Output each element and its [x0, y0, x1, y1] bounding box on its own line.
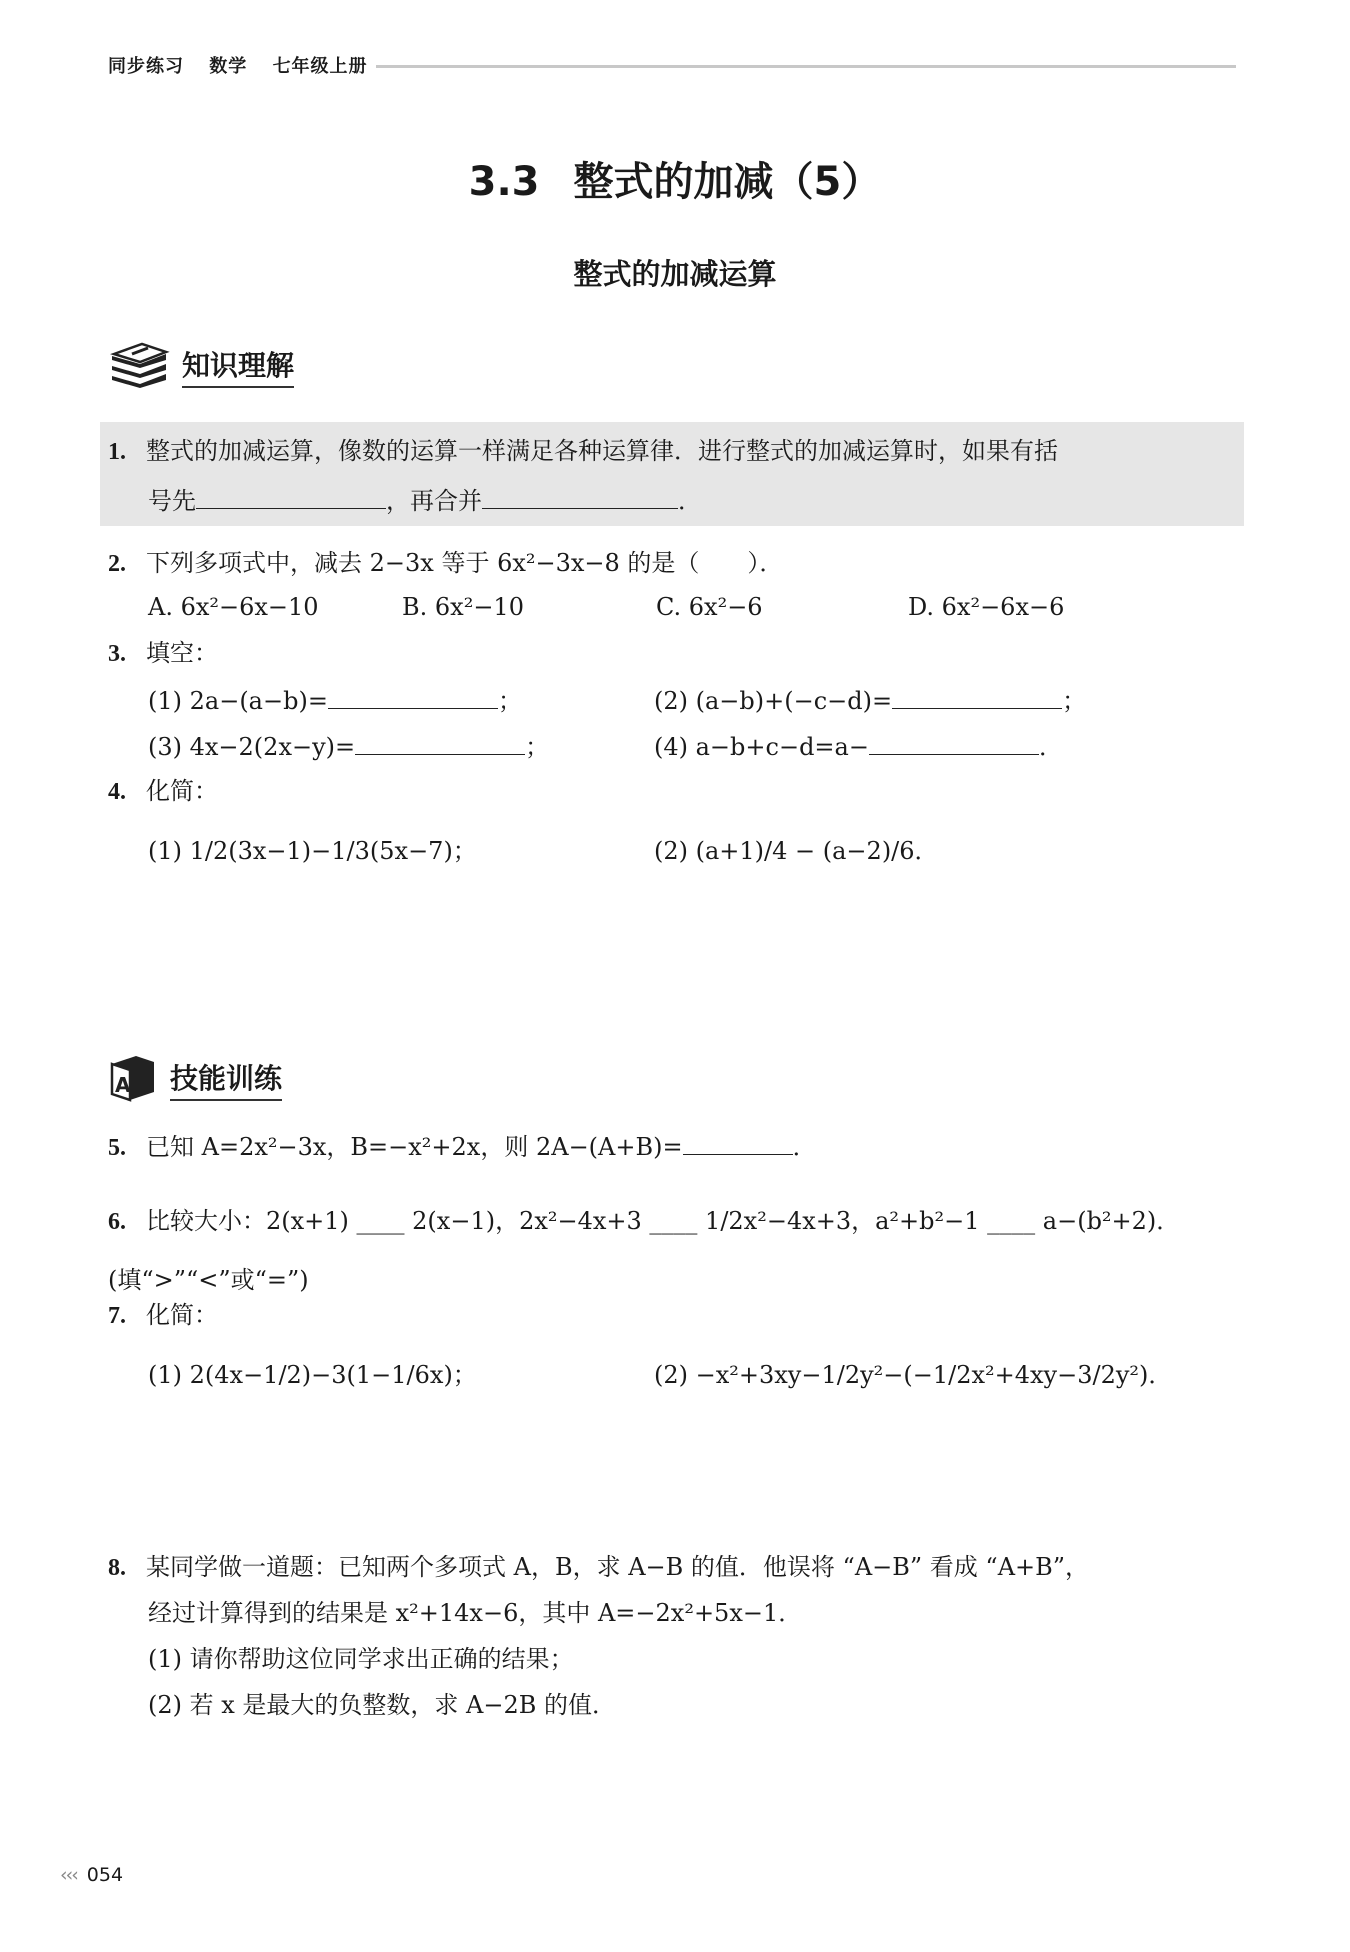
header-grade: 七年级上册: [272, 56, 368, 77]
question-8-line-2: 经过计算得到的结果是 x²+14x−6，其中 A=−2x²+5x−1．: [148, 1599, 803, 1627]
question-text: 已知 A=2x²−3x，B=−x²+2x，则 2A−(A+B)=: [146, 1133, 683, 1161]
header-rule: [376, 65, 1236, 68]
question-5: [108, 1128, 817, 1165]
question-number: 4.: [108, 779, 126, 805]
cube-a-icon: [108, 1052, 158, 1106]
question-number: 1.: [108, 439, 126, 465]
answer-blank[interactable]: [892, 682, 1062, 709]
section-label: 知识理解: [182, 344, 294, 388]
section-heading-knowledge: [108, 340, 294, 392]
question-text: ；: [1062, 687, 1087, 715]
question-1-line-2: [148, 482, 702, 518]
section-heading-skills: [108, 1052, 282, 1106]
question-8: [108, 1550, 1089, 1585]
question-text: (4) a−b+c−d=a−: [654, 733, 869, 761]
question-text: ．: [678, 487, 702, 515]
question-number: 8.: [108, 1555, 126, 1581]
question-text: 比较大小：2(x+1) ____ 2(x−1)，2x²−4x+3 ____ 1/2x²−4x+3，a²+b²−1 ____ a−(b²+2)．(填“>”“<”或“=”): [108, 1207, 1181, 1294]
choice-b[interactable]: B. 6x²−10: [402, 593, 524, 621]
question-text: 化简：: [146, 1301, 218, 1329]
question-2: [108, 546, 783, 581]
question-7-part-1: (1) 2(4x−1/2)−3(1−1/6x)；: [148, 1361, 477, 1389]
answer-blank[interactable]: [869, 728, 1039, 755]
question-8-part-1: (1) 请你帮助这位同学求出正确的结果；: [148, 1645, 574, 1673]
choice-d[interactable]: D. 6x²−6x−6: [908, 593, 1065, 621]
answer-blank[interactable]: [355, 728, 525, 755]
section-title: 整式的加减（5）: [573, 159, 882, 205]
question-number: 5.: [108, 1135, 126, 1161]
header-book: 同步练习: [108, 56, 184, 77]
question-text: (3) 4x−2(2x−y)=: [148, 733, 356, 761]
choice-a[interactable]: A. 6x²−6x−10: [148, 593, 319, 621]
question-4: [108, 774, 218, 809]
question-text: 下列多项式中，减去 2−3x 等于 6x²−3x−8 的是（ ）．: [146, 549, 784, 577]
page-subtitle: 整式的加减运算: [573, 257, 777, 291]
page-title: [0, 150, 1350, 207]
chevrons-left-icon: ‹‹‹: [60, 1864, 77, 1886]
question-3-part-4: [654, 728, 1063, 764]
question-text: 填空：: [146, 639, 218, 667]
page-footer: [60, 1864, 123, 1886]
question-text: 整式的加减运算，像数的运算一样满足各种运算律．进行整式的加减运算时，如果有括: [146, 437, 1058, 465]
question-3-part-2: [654, 682, 1086, 718]
running-header: [108, 52, 386, 78]
answer-blank[interactable]: [683, 1128, 793, 1155]
answer-blank[interactable]: [482, 482, 678, 509]
question-1-line-1: [108, 434, 1058, 469]
question-text: (1) 2a−(a−b)=: [148, 687, 328, 715]
answer-blank[interactable]: [328, 682, 498, 709]
question-3-part-1: [148, 682, 522, 718]
question-7: [108, 1298, 218, 1333]
question-text: ．: [1038, 733, 1063, 761]
question-3: [108, 636, 218, 671]
question-text: ．: [792, 1133, 817, 1161]
choice-c[interactable]: C. 6x²−6: [656, 593, 763, 621]
svg-text:A: A: [115, 1073, 131, 1097]
question-number: 6.: [108, 1209, 126, 1235]
answer-blank[interactable]: [196, 482, 386, 509]
question-text: ，再合并: [386, 487, 482, 515]
question-text: ；: [497, 687, 522, 715]
question-text: ；: [525, 733, 550, 761]
book-stack-icon: [108, 340, 170, 392]
header-subject: 数学: [209, 56, 248, 77]
question-number: 7.: [108, 1303, 126, 1329]
question-7-part-2: (2) −x²+3xy−1/2y²−(−1/2x²+4xy−3/2y²)．: [654, 1361, 1173, 1389]
question-text: (2) (a−b)+(−c−d)=: [654, 687, 893, 715]
question-6: [108, 1192, 1238, 1309]
question-4-part-1: (1) 1/2(3x−1)−1/3(5x−7)；: [148, 837, 477, 865]
question-8-part-2: (2) 若 x 是最大的负整数，求 A−2B 的值．: [148, 1691, 617, 1719]
question-text: 号先: [148, 487, 196, 515]
question-3-part-3: [148, 728, 549, 764]
question-text: 某同学做一道题：已知两个多项式 A，B，求 A−B 的值．他误将 “A−B” 看成 “A+B”，: [146, 1553, 1090, 1581]
section-number: 3.3: [468, 159, 540, 205]
question-4-part-2: (2) (a+1)/4 − (a−2)/6．: [654, 837, 939, 865]
page-number: 054: [86, 1864, 124, 1886]
question-number: 2.: [108, 551, 126, 577]
section-label: 技能训练: [170, 1057, 282, 1101]
question-number: 3.: [108, 641, 126, 667]
question-text: 化简：: [146, 777, 218, 805]
